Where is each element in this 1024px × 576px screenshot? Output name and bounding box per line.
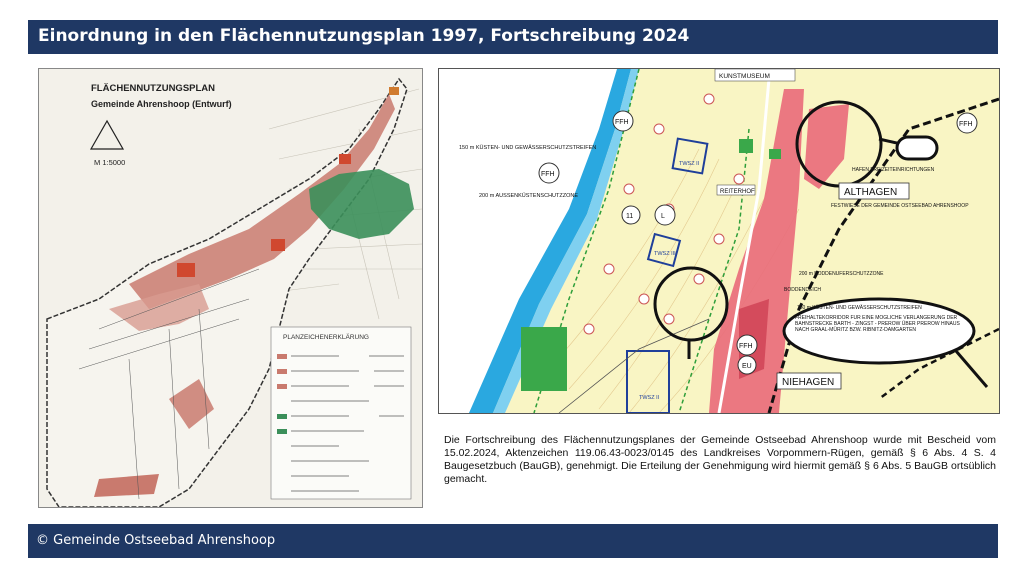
map-1997-scale: M 1:5000 <box>94 158 126 167</box>
map-2024-image <box>438 68 1000 414</box>
label-twsz-bot: TWSZ II <box>639 395 660 401</box>
slide-title: Einordnung in den Flächennutzungsplan 1997, Fortschreibung 2024 <box>38 26 690 46</box>
label-niehagen: NIEHAGEN <box>782 377 835 388</box>
label-num-11: 11 <box>626 213 634 220</box>
map-1997-legend <box>271 327 411 499</box>
slide-footer-bar <box>28 524 998 558</box>
label-kuesten-streifen-mid: 150 m KÜSTEN- UND GEWÄSSERSCHUTZSTREIFEN <box>797 305 922 311</box>
label-ffh-top: FFH <box>615 119 629 126</box>
label-kuesten-streifen-top: 150 m KÜSTEN- UND GEWÄSSERSCHUTZSTREIFEN <box>459 145 597 151</box>
label-ffh-right: FFH <box>959 121 973 128</box>
label-twsz-mid: TWSZ III <box>654 251 676 257</box>
label-reiterhof: REITERHOF <box>720 189 755 195</box>
label-eu: EU <box>742 363 752 370</box>
map-1997-image <box>38 68 423 508</box>
map-1997-subtitle: Gemeinde Ahrenshoop (Entwurf) <box>91 99 232 109</box>
label-freihalte: FREIHALTEKORRIDOR FÜR EINE MÖGLICHE VERLÄNGERUNG DER BAHNSTRECKE BARTH - ZINGST - PREROW ÜBER PREROW HINAUS NACH GRAAL-MÜRITZ BZW. RIBNITZ-DAMGARTEN <box>795 315 960 333</box>
label-hafen: HAFEN FREIZEITEINRICHTUNGEN <box>852 167 935 173</box>
label-festwiese: FESTWIESE DER GEMEINDE OSTSEEBAD AHRENSHOOP <box>831 203 969 209</box>
label-ffh-bottom: FFH <box>739 343 753 350</box>
map-1997-title: FLÄCHENNUTZUNGSPLAN <box>91 83 216 94</box>
green-field-area <box>521 327 567 391</box>
map-2024-drawing <box>439 69 999 413</box>
label-ffh-left: FFH <box>541 171 555 178</box>
label-aussenkuesten: 200 m AUSSENKÜSTENSCHUTZZONE <box>479 193 579 199</box>
map-1997-drawing <box>39 69 422 507</box>
label-boddendeich: BODDENDEICH <box>784 287 821 293</box>
label-kunstmuseum: KUNSTMUSEUM <box>719 73 770 80</box>
footer-copyright: © Gemeinde Ostseebad Ahrenshoop <box>36 533 276 548</box>
approval-caption: Die Fortschreibung des Flächennutzungsplanes der Gemeinde Ostseebad Ahrenshoop wurde mit Bescheid vom 15.02.2024, Aktenzeichen 119.06.43-0023/0145 des Landkreises Vorpommern-Rügen, gemäß § 6 Abs. 4 S. 4 Baugesetzbuch (BauGB), genehmigt. Die Erteilung der Genehmigung wird hiermit gemäß § 6 Abs. 5 BauGB ortsüblich gemacht. <box>444 434 996 485</box>
label-twsz-top: TWSZ II <box>679 161 700 167</box>
label-boddenufer: 200 m BODDENUFERSCHUTZZONE <box>799 271 884 277</box>
slide-title-bar <box>28 20 998 54</box>
map-1997-legend-title: PLANZEICHENERKLÄRUNG <box>283 334 369 341</box>
label-l-mark: L <box>661 213 665 220</box>
label-althagen: ALTHAGEN <box>844 187 898 198</box>
